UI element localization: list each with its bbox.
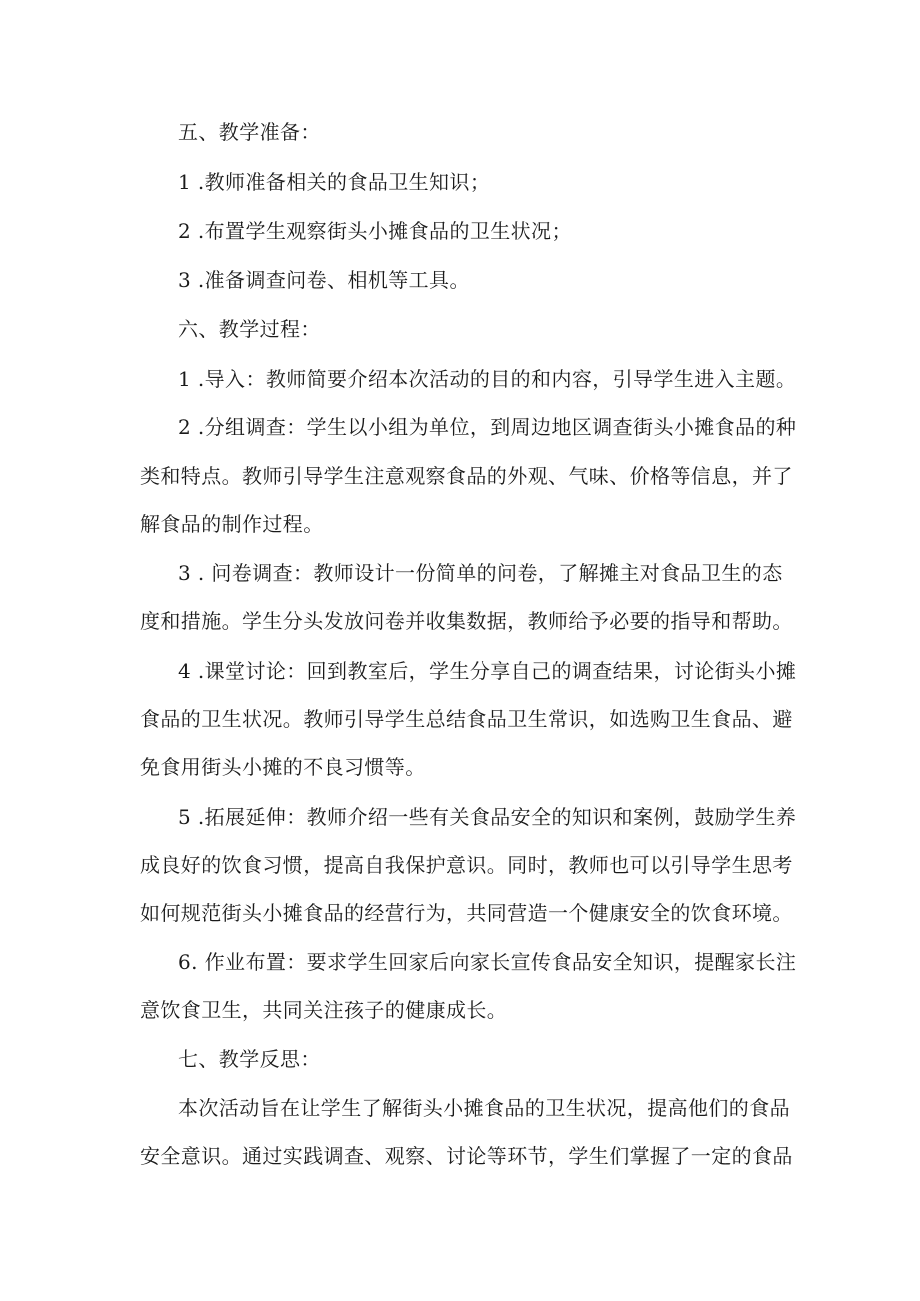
paragraph-line: 意饮食卫生，共同关注孩子的健康成长。 (140, 998, 508, 1022)
paragraph-line: 2 .分组调查：学生以小组为单位，到周边地区调查街头小摊食品的种 (178, 415, 797, 439)
paragraph-line: 度和措施。学生分头发放问卷并收集数据，教师给予必要的指导和帮助。 (140, 609, 793, 633)
paragraph-line: 3 .准备调查问卷、相机等工具。 (178, 268, 470, 292)
paragraph-line: 食品的卫生状况。教师引导学生总结食品卫生常识，如选购卫生食品、避 (140, 707, 793, 731)
paragraph-line: 解食品的制作过程。 (140, 512, 324, 536)
section-heading-teaching-preparation: 五、教学准备： (178, 120, 321, 144)
paragraph-line: 安全意识。通过实践调查、观察、讨论等环节，学生们掌握了一定的食品 (140, 1144, 793, 1168)
paragraph-line: 1 .导入：教师简要介绍本次活动的目的和内容，引导学生进入主题。 (178, 367, 797, 391)
section-heading-teaching-reflection: 七、教学反思： (178, 1047, 321, 1071)
paragraph-line: 成良好的饮食习惯，提高自我保护意识。同时，教师也可以引导学生思考 (140, 853, 793, 877)
paragraph-line: 5 .拓展延伸：教师介绍一些有关食品安全的知识和案例，鼓励学生养 (178, 805, 797, 829)
paragraph-line: 免食用街头小摊的不良习惯等。 (140, 755, 426, 779)
paragraph-line: 如何规范街头小摊食品的经营行为，共同营造一个健康安全的饮食环境。 (140, 901, 793, 925)
paragraph-line: 4 .课堂讨论：回到教室后，学生分享自己的调查结果，讨论街头小摊 (178, 659, 797, 683)
paragraph-line: 1 .教师准备相关的食品卫生知识； (178, 170, 491, 194)
paragraph-line: 类和特点。教师引导学生注意观察食品的外观、气味、价格等信息，并了 (140, 464, 793, 488)
paragraph-line: 3 . 问卷调查：教师设计一份简单的问卷，了解摊主对食品卫生的态 (178, 561, 783, 585)
paragraph-line: 2 .布置学生观察街头小摊食品的卫生状况； (178, 219, 572, 243)
section-heading-teaching-process: 六、教学过程： (178, 317, 321, 341)
paragraph-line: 本次活动旨在让学生了解街头小摊食品的卫生状况，提高他们的食品 (178, 1096, 790, 1120)
paragraph-line: 6. 作业布置：要求学生回家后向家长宣传食品安全知识，提醒家长注 (178, 950, 797, 974)
